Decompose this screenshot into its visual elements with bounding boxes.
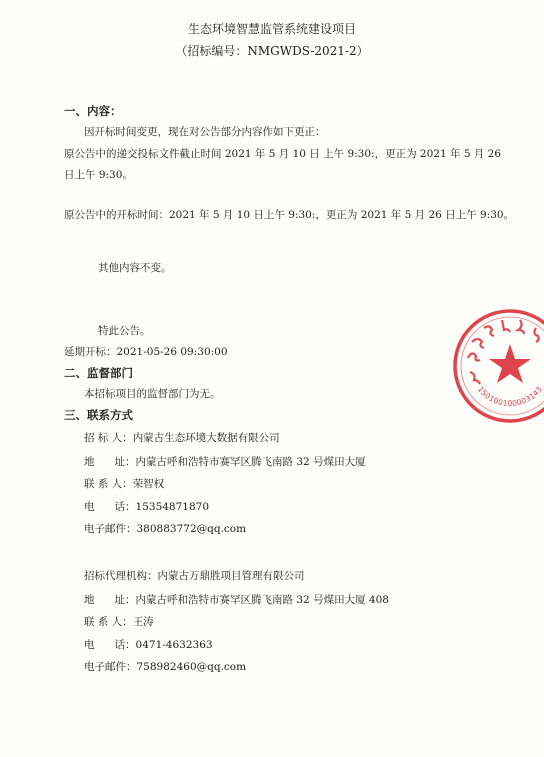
delayed-opening-label: 延期开标： xyxy=(64,346,117,358)
agency-contact-row xyxy=(84,615,154,629)
section-1-heading: 一、内容： xyxy=(64,104,122,118)
tenderer-name-label: 招 标 人： xyxy=(84,432,133,444)
tenderer-email-row xyxy=(84,522,246,536)
tenderer-phone-label: 电 话： xyxy=(84,501,136,513)
supervision-text: 本招标项目的监督部门为无。 xyxy=(84,388,221,400)
seal-star-icon xyxy=(489,344,531,383)
correction-1-line-1: 原公告中的递交投标文件截止时间 2021 年 5 月 10 日 上午 9:30:，更正为 2021 年 5 月 26 xyxy=(64,148,502,160)
section-3-heading: 三、联系方式 xyxy=(64,408,133,422)
bid-number: （招标编号：NMGWDS-2021-2） xyxy=(175,44,369,58)
tenderer-phone-row xyxy=(84,500,209,514)
section-2-heading: 二、监督部门 xyxy=(64,366,133,380)
tenderer-name-row xyxy=(84,431,280,445)
agency-address-label: 地 址： xyxy=(84,594,136,606)
notice-text: 特此公告。 xyxy=(98,325,151,337)
tenderer-contact-row xyxy=(84,477,164,491)
tenderer-address-row xyxy=(84,455,366,469)
tenderer-address: 内蒙古呼和浩特市赛罕区腾飞南路 32 号煤田大厦 xyxy=(135,456,366,468)
agency-phone: 0471-4632363 xyxy=(135,639,213,651)
correction-1-line-2: 日上午 9:30。 xyxy=(64,169,133,181)
others-unchanged: 其他内容不变。 xyxy=(98,262,172,274)
agency-email-row xyxy=(84,660,246,674)
agency-phone-row xyxy=(84,638,213,652)
document-title: 生态环境智慧监管系统建设项目 xyxy=(187,22,356,36)
tenderer-contact-label: 联 系 人： xyxy=(84,478,133,490)
agency-email: 758982460@qq.com xyxy=(136,661,247,673)
tenderer-email-label: 电子邮件： xyxy=(84,523,137,535)
tenderer-phone: 15354871870 xyxy=(135,501,210,513)
delayed-opening xyxy=(64,345,228,359)
agency-name-label: 招标代理机构： xyxy=(84,570,158,582)
agency-phone-label: 电 话： xyxy=(84,639,136,651)
agency-contact: 王涛 xyxy=(132,616,154,628)
agency-email-label: 电子邮件： xyxy=(84,661,137,673)
agency-name-row xyxy=(84,569,305,583)
tenderer-address-label: 地 址： xyxy=(84,456,136,468)
delayed-opening-value: 2021-05-26 09:30:00 xyxy=(116,346,228,358)
tenderer-email: 380883772@qq.com xyxy=(136,523,247,535)
seal-number-text: 150100100003143 xyxy=(475,384,544,408)
agency-address-row xyxy=(84,593,389,607)
official-seal xyxy=(450,306,544,426)
agency-contact-label: 联 系 人： xyxy=(84,616,133,628)
tenderer-name: 内蒙古生态环境大数据有限公司 xyxy=(132,432,280,444)
correction-2: 原公告中的开标时间：2021 年 5 月 10 日上午 9:30:，更正为 2021 年 5 月 26 日上午 9:30。 xyxy=(64,209,515,221)
section-1-intro: 因开标时间变更，现在对公告部分内容作如下更正： xyxy=(84,126,326,138)
agency-name: 内蒙古万鼎胜项目管理有限公司 xyxy=(157,570,305,582)
agency-address: 内蒙古呼和浩特市赛罕区腾飞南路 32 号煤田大厦 408 xyxy=(135,594,389,606)
tenderer-contact: 荣智权 xyxy=(132,478,165,490)
